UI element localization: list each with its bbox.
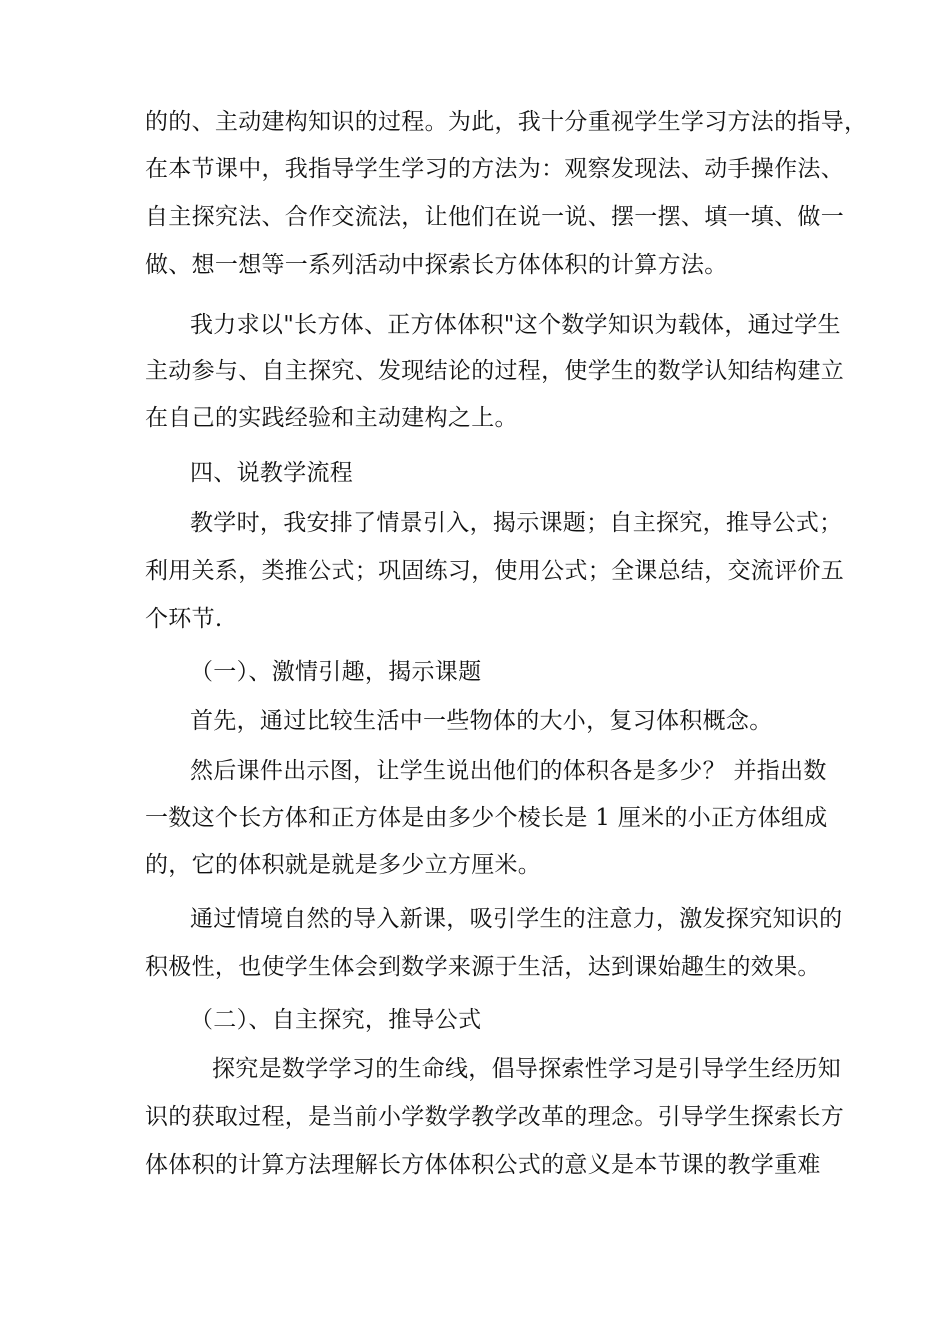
section-heading: 四、说教学流程 xyxy=(190,460,354,486)
text-line: 一数这个长方体和正方体是由多少个棱长是 1 厘米的小正方体组成 xyxy=(145,805,828,831)
text-line: 教学时，我安排了情景引入，揭示课题；自主探究，推导公式； xyxy=(190,510,843,536)
subsection-heading: （一）、激情引趣，揭示课题 xyxy=(190,659,482,685)
text-line: 然后课件出示图，让学生说出他们的体积各是多少？ 并指出数 xyxy=(190,758,827,784)
text-line: 主动参与、自主探究、发现结论的过程，使学生的数学认知结构建立 xyxy=(145,358,844,384)
text-line: 在自己的实践经验和主动建构之上。 xyxy=(145,405,518,431)
text-line: 我力求以"长方体、正方体体积"这个数学知识为载体，通过学生 xyxy=(190,312,841,338)
text-line: 个环节. xyxy=(145,606,223,632)
text-line: 做、想一想等一系列活动中探索长方体体积的计算方法。 xyxy=(145,252,728,278)
text-line: 利用关系，类推公式；巩固练习，使用公式；全课总结，交流评价五 xyxy=(145,558,844,584)
subsection-heading: （二）、自主探究，推导公式 xyxy=(190,1007,482,1033)
text-line: 通过情境自然的导入新课，吸引学生的注意力，激发探究知识的 xyxy=(190,906,843,932)
text-line: 首先，通过比较生活中一些物体的大小，复习体积概念。 xyxy=(190,708,773,734)
text-line: 的的、主动建构知识的过程。为此，我十分重视学生学习方法的指导， xyxy=(145,109,868,135)
text-line: 识的获取过程，是当前小学数学教学改革的理念。引导学生探索长方 xyxy=(145,1104,844,1130)
text-line: 积极性，也使学生体会到数学来源于生活，达到课始趣生的效果。 xyxy=(145,954,821,980)
text-line: 自主探究法、合作交流法，让他们在说一说、摆一摆、填一填、做一 xyxy=(145,204,844,230)
text-line: 体体积的计算方法理解长方体体积公式的意义是本节课的教学重难 xyxy=(145,1152,821,1178)
text-line: 的，它的体积就是就是多少立方厘米。 xyxy=(145,852,542,878)
text-line: 在本节课中，我指导学生学习的方法为：观察发现法、动手操作法、 xyxy=(145,156,844,182)
text-line: 探究是数学学习的生命线，倡导探索性学习是引导学生经历知 xyxy=(212,1056,842,1082)
